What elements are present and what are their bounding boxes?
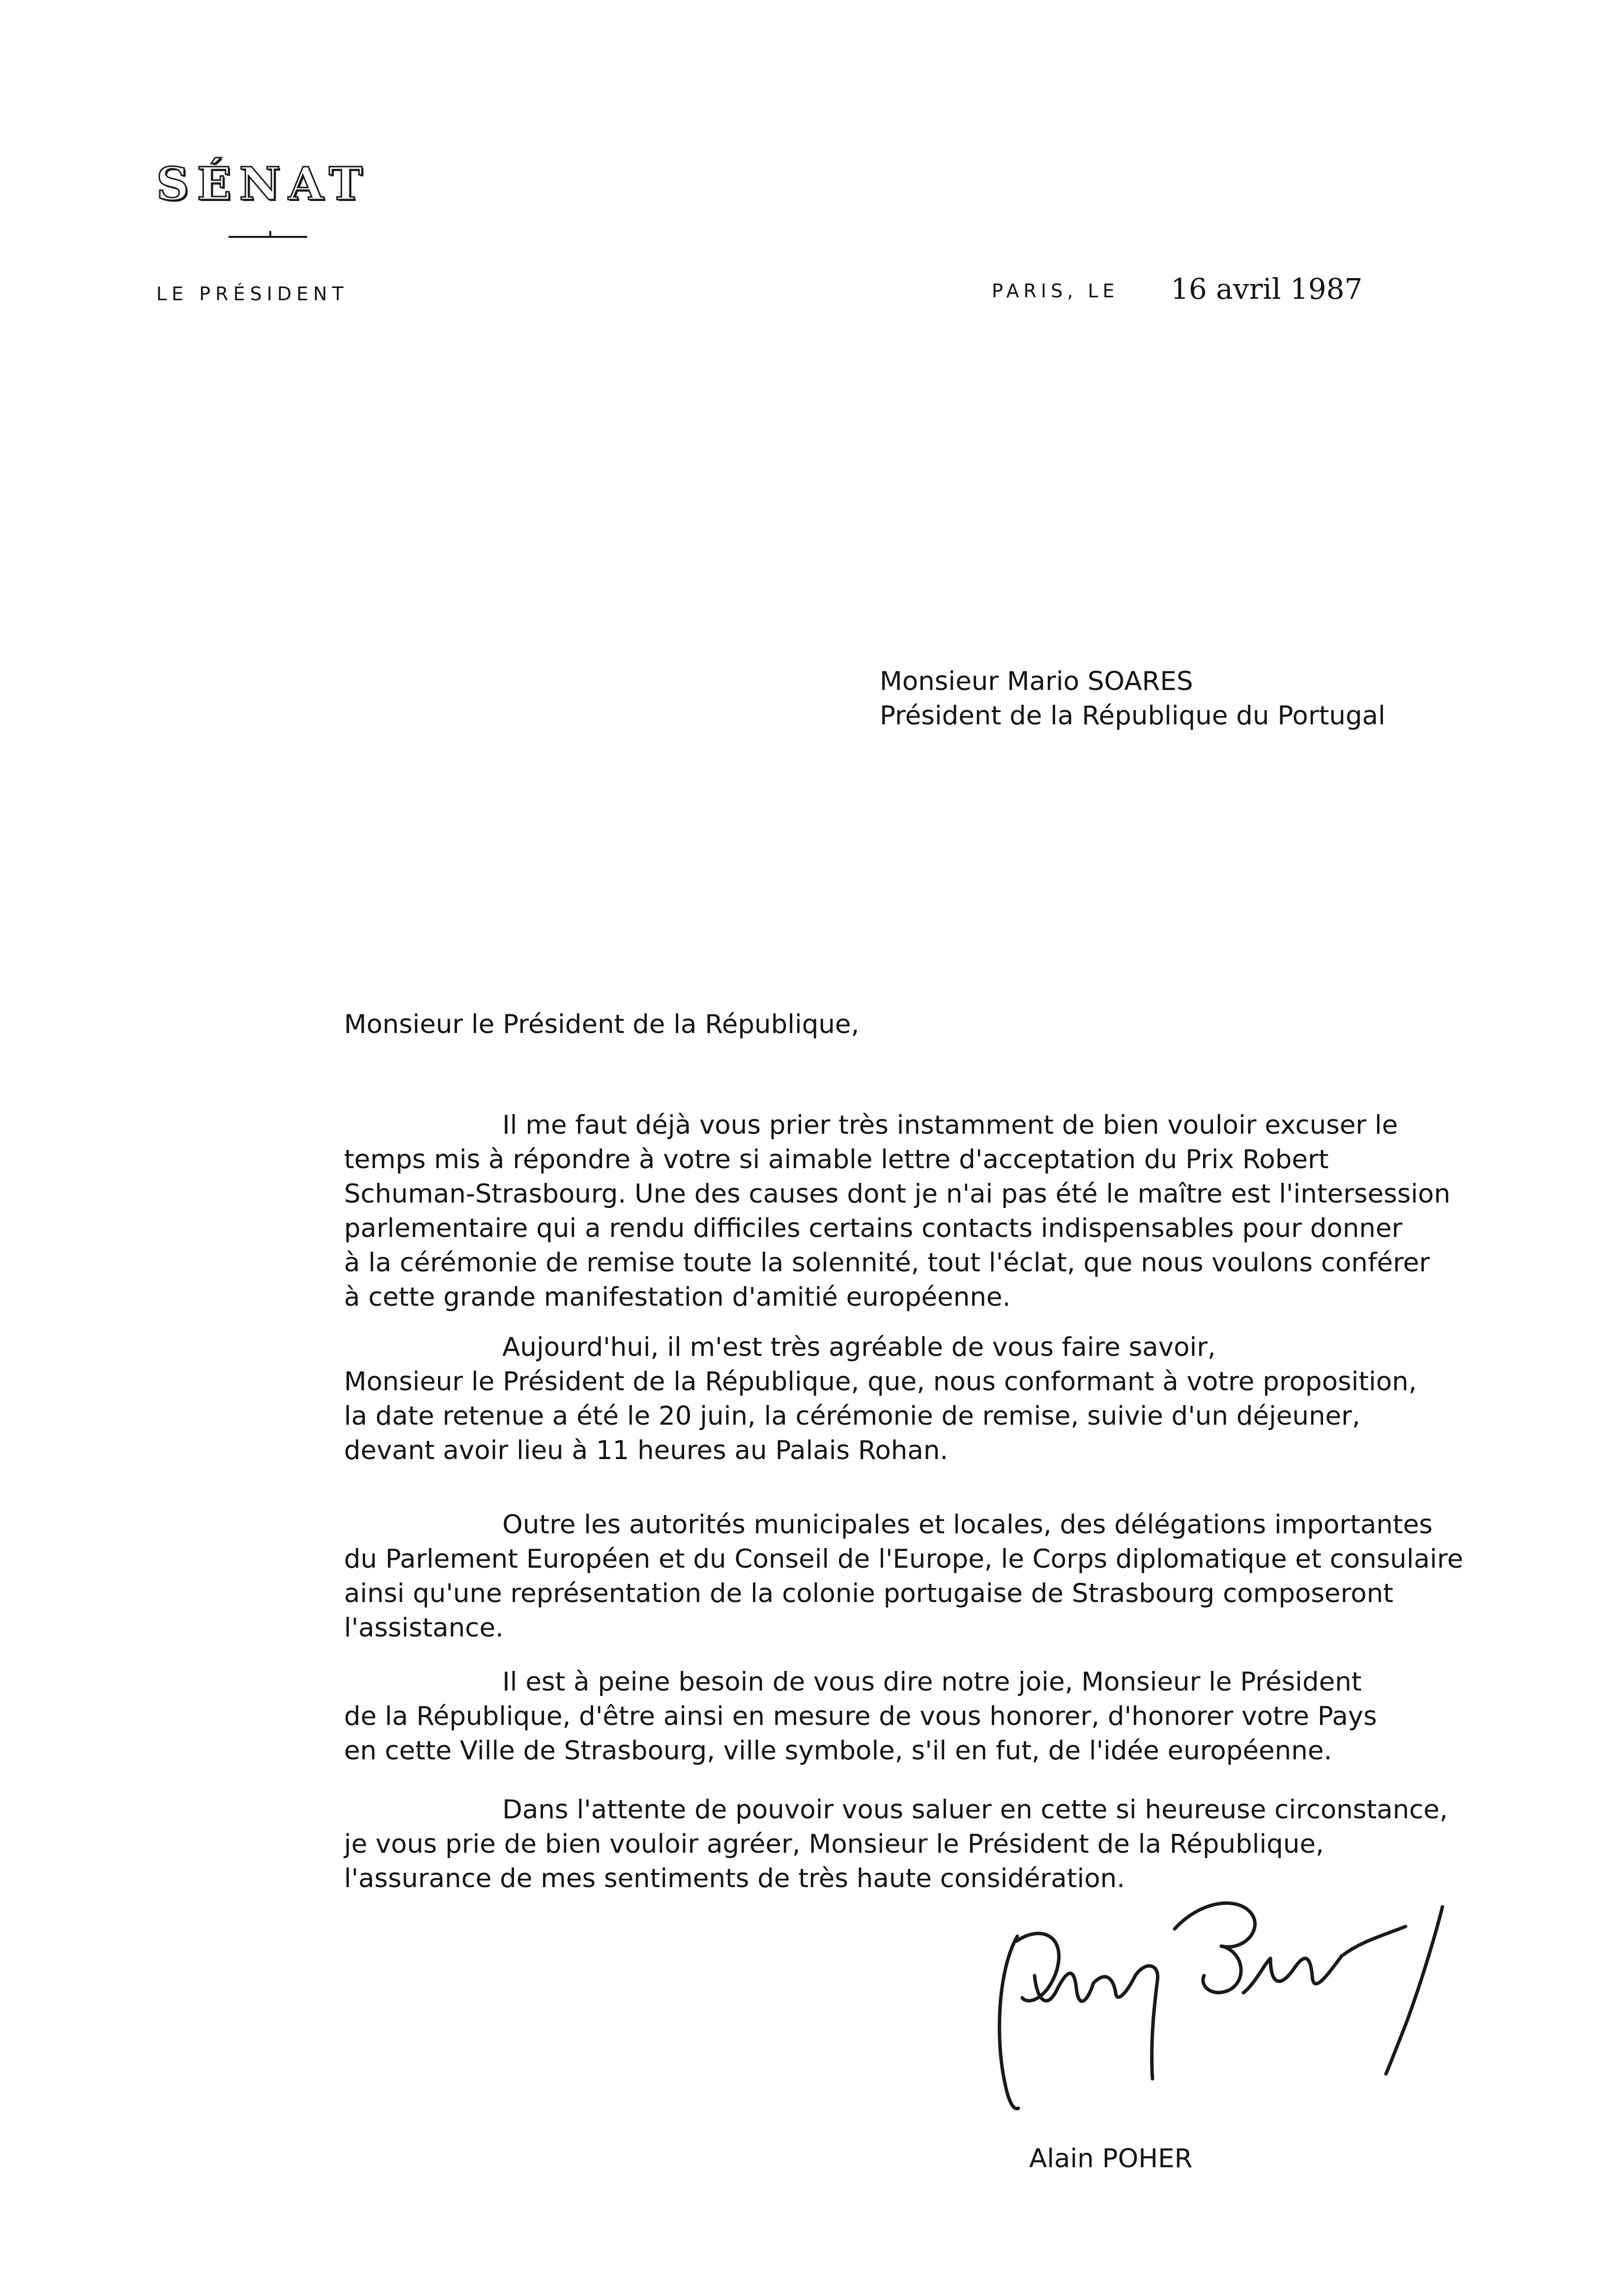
recipient-address [880, 664, 1385, 733]
letterhead-divider-mark [269, 231, 271, 238]
paragraph-line: à la cérémonie de remise toute la solennité, tout l'éclat, que nous voulons conférer [344, 1248, 1430, 1278]
paragraph-line: Il me faut déjà vous prier très instamment de bien vouloir excuser le [502, 1110, 1398, 1140]
signer-name: Alain POHER [1029, 2144, 1193, 2174]
letter-date: 16 avril 1987 [1171, 272, 1363, 306]
paragraph-line: temps mis à répondre à votre si aimable lettre d'acceptation du Prix Robert [344, 1145, 1329, 1175]
paragraph-line: l'assistance. [344, 1613, 504, 1643]
letterhead-divider [229, 236, 307, 238]
paragraph-line: je vous prie de bien vouloir agréer, Monsieur le Président de la République, [344, 1829, 1324, 1859]
salutation: Monsieur le Président de la République, [344, 1009, 860, 1039]
paragraph-line: Il est à peine besoin de vous dire notre joie, Monsieur le Président [502, 1667, 1362, 1697]
paragraph-line: parlementaire qui a rendu difficiles certains contacts indispensables pour donner [344, 1213, 1403, 1243]
place-label: PARIS, LE [992, 280, 1119, 302]
paragraph-line: Aujourd'hui, il m'est très agréable de vous faire savoir, [502, 1332, 1216, 1362]
body-paragraph [344, 1508, 1463, 1645]
paragraph-line: Schuman-Strasbourg. Une des causes dont je n'ai pas été le maître est l'intersession [344, 1179, 1451, 1209]
body-paragraph [344, 1665, 1377, 1768]
paragraph-line: la date retenue a été le 20 juin, la cérémonie de remise, suivie d'un déjeuner, [344, 1401, 1360, 1431]
recipient-function: Président de la République du Portugal [880, 701, 1385, 731]
body-paragraph [344, 1330, 1417, 1468]
senat-logo: SÉNAT [156, 157, 371, 210]
paragraph-line: Monsieur le Président de la République, que, nous conformant à votre proposition, [344, 1367, 1417, 1397]
paragraph-line: l'assurance de mes sentiments de très haute considération. [344, 1864, 1125, 1894]
paragraph-line: à cette grande manifestation d'amitié européenne. [344, 1282, 1011, 1312]
paragraph-line: Dans l'attente de pouvoir vous saluer en cette si heureuse circonstance, [502, 1795, 1448, 1825]
paragraph-line: devant avoir lieu à 11 heures au Palais Rohan. [344, 1435, 949, 1465]
letterhead-title: LE PRÉSIDENT [156, 283, 348, 305]
recipient-name: Monsieur Mario SOARES [880, 666, 1193, 696]
paragraph-line: du Parlement Européen et du Conseil de l'Europe, le Corps diplomatique et consulaire [344, 1544, 1464, 1574]
paragraph-line: Outre les autorités municipales et locales, des délégations importantes [502, 1510, 1433, 1540]
body-paragraph [344, 1108, 1450, 1315]
handwritten-signature [988, 1877, 1455, 2133]
paragraph-line: en cette Ville de Strasbourg, ville symbole, s'il en fut, de l'idée européenne. [344, 1736, 1332, 1766]
paragraph-line: ainsi qu'une représentation de la colonie portugaise de Strasbourg composeront [344, 1578, 1394, 1608]
paragraph-line: de la République, d'être ainsi en mesure de vous honorer, d'honorer votre Pays [344, 1701, 1377, 1731]
